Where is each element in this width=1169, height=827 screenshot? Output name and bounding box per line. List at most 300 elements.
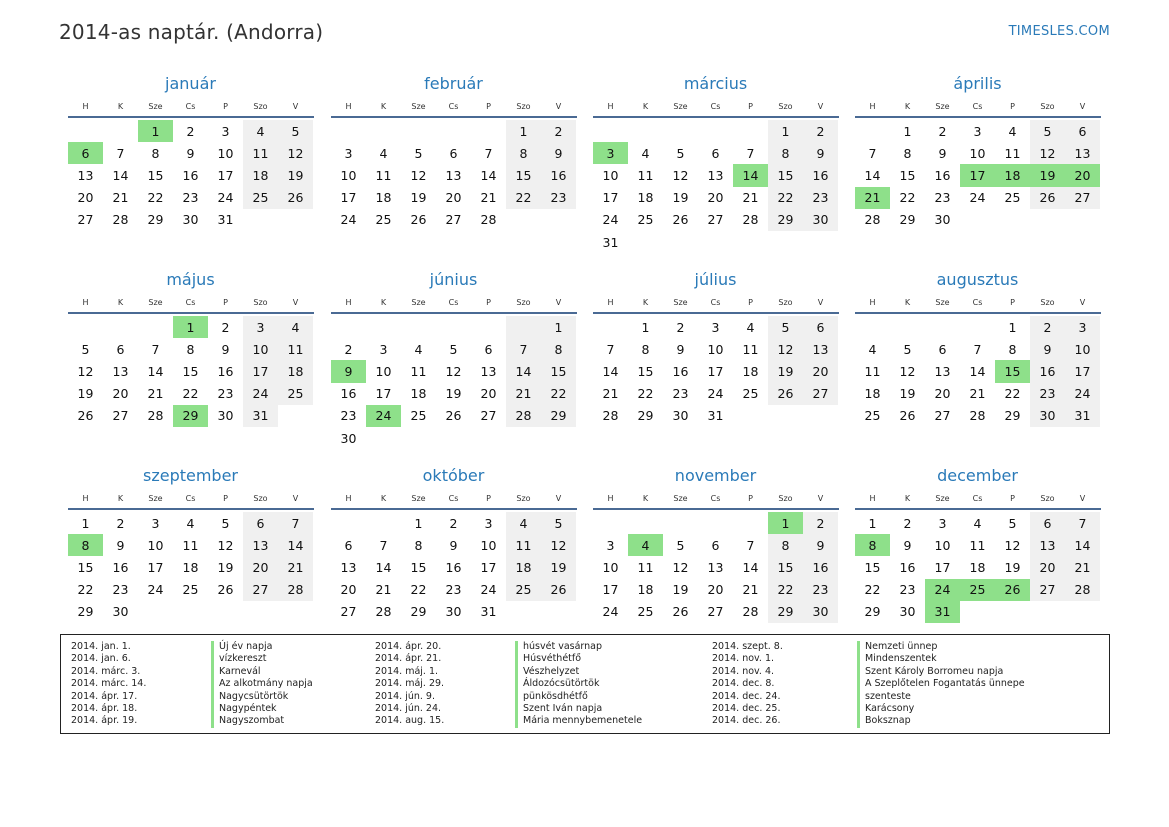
day-cell: 5 [768, 316, 803, 338]
month-8 [855, 270, 1101, 427]
day-cell: 23 [1030, 383, 1065, 405]
weekday-label: K [904, 493, 911, 503]
day-cell: 9 [1030, 338, 1065, 360]
day-cell: 28 [480, 212, 497, 228]
day-cell: 17 [934, 559, 951, 575]
day-cell: 14 [1065, 534, 1100, 556]
empty-cell [663, 120, 698, 142]
day-cell: 12 [672, 559, 689, 575]
day-cell: 12 [410, 167, 427, 183]
legend-names-col-2 [515, 641, 642, 728]
day-cell: 22 [768, 579, 803, 601]
day-cell: 4 [278, 316, 313, 338]
day-cell: 29 [541, 405, 576, 427]
weekday-label: K [642, 101, 649, 111]
weekday-label: Szo [778, 101, 793, 111]
legend-holiday-name: Mindenszentek [857, 653, 1025, 665]
day-cell: 9 [541, 142, 576, 164]
legend-holiday-name: Vészhelyzet [515, 666, 642, 678]
weekday-label: Szo [1040, 297, 1055, 307]
weekday-label: P [1010, 297, 1015, 307]
day-cell: 16 [340, 386, 357, 402]
day-cell: 11 [278, 338, 313, 360]
weekday-label: V [555, 493, 562, 503]
weekday-label: Szo [778, 493, 793, 503]
day-cell: 23 [340, 408, 357, 424]
day-cell: 26 [278, 187, 313, 209]
day-cell: 12 [899, 363, 916, 379]
legend-names-col-1 [211, 641, 313, 728]
day-cell: 14 [375, 559, 392, 575]
month-title: augusztus [936, 270, 1019, 289]
legend-date: 2014. ápr. 17. [71, 690, 138, 702]
day-cell: 20 [445, 190, 462, 206]
empty-cell [401, 316, 436, 338]
month-3 [593, 74, 839, 253]
empty-cell [471, 316, 506, 338]
day-cell: 7 [116, 145, 125, 161]
day-cell: 18 [182, 559, 199, 575]
month-11 [593, 466, 839, 623]
legend-holiday-name: Nagyszombat [211, 715, 313, 727]
legend-holiday-name: Boksznap [857, 715, 1025, 727]
day-cell: 20 [480, 386, 497, 402]
day-cell: 28 [742, 604, 759, 620]
empty-cell [593, 512, 628, 534]
day-cell: 1 [541, 316, 576, 338]
day-cell: 6 [449, 145, 458, 161]
day-cell: 27 [77, 212, 94, 228]
day-cell: 26 [445, 408, 462, 424]
day-cell: 15 [182, 363, 199, 379]
day-cell: 8 [186, 341, 195, 357]
day-cell: 18 [243, 164, 278, 186]
month-title: június [429, 270, 478, 289]
empty-cell [593, 120, 628, 142]
day-cell: 22 [147, 190, 164, 206]
day-cell: 8 [1008, 341, 1017, 357]
weekday-label: Szo [516, 101, 531, 111]
legend-holiday-name: Nagypéntek [211, 703, 313, 715]
day-cell: 10 [602, 559, 619, 575]
legend-holiday-name: Új év napja [211, 641, 313, 653]
weekday-label: V [1079, 101, 1086, 111]
day-cell: 27 [243, 579, 278, 601]
weekday-label: V [292, 493, 299, 503]
day-cell: 13 [803, 338, 838, 360]
day-cell: 21 [112, 190, 129, 206]
empty-cell [103, 120, 138, 142]
weekday-label: K [117, 493, 124, 503]
day-cell: 10 [243, 338, 278, 360]
day-cell: 29 [637, 408, 654, 424]
empty-cell [628, 512, 663, 534]
holiday-day-cell: 19 [1030, 164, 1065, 186]
day-cell: 9 [903, 537, 912, 553]
day-cell: 26 [217, 582, 234, 598]
weekday-label: K [904, 297, 911, 307]
day-cell: 26 [541, 579, 576, 601]
brand-link[interactable]: TIMESLES.COM [1008, 24, 1110, 39]
day-cell: 15 [147, 167, 164, 183]
day-cell: 16 [541, 164, 576, 186]
holiday-day-cell: 8 [855, 534, 890, 556]
legend-date: 2014. ápr. 20. [375, 641, 442, 652]
legend-holiday-name: Nemzeti ünnep [857, 641, 1025, 653]
day-cell: 1 [414, 515, 423, 531]
day-cell: 9 [676, 341, 685, 357]
day-cell: 26 [899, 408, 916, 424]
holiday-day-cell: 9 [331, 360, 366, 382]
legend-date: 2014. ápr. 18. [71, 703, 138, 715]
day-cell: 2 [186, 123, 195, 139]
empty-cell [506, 316, 541, 338]
legend-date: 2014. márc. 14. [71, 678, 147, 690]
day-cell: 30 [899, 604, 916, 620]
day-cell: 10 [480, 537, 497, 553]
day-cell: 23 [217, 386, 234, 402]
empty-cell [401, 120, 436, 142]
weekday-label: Sze [935, 493, 950, 503]
month-title: november [674, 466, 757, 485]
day-cell: 14 [864, 167, 881, 183]
day-cell: 23 [541, 187, 576, 209]
day-cell: 13 [1030, 534, 1065, 556]
day-grid [593, 316, 839, 427]
day-cell: 23 [112, 582, 129, 598]
day-cell: 25 [410, 408, 427, 424]
day-cell: 23 [803, 187, 838, 209]
holiday-day-cell: 1 [138, 120, 173, 142]
weekday-label: Sze [148, 297, 163, 307]
day-cell: 10 [340, 167, 357, 183]
day-cell: 24 [969, 190, 986, 206]
holiday-day-cell: 25 [960, 579, 995, 601]
weekday-label: H [607, 493, 614, 503]
day-grid [331, 316, 577, 449]
day-cell: 14 [506, 360, 541, 382]
day-cell: 24 [480, 582, 497, 598]
day-cell: 21 [147, 386, 164, 402]
day-cell: 8 [641, 341, 650, 357]
day-cell: 8 [903, 145, 912, 161]
day-cell: 19 [768, 360, 803, 382]
day-cell: 22 [182, 386, 199, 402]
day-cell: 20 [112, 386, 129, 402]
day-cell: 22 [899, 190, 916, 206]
day-cell: 21 [969, 386, 986, 402]
day-cell: 29 [147, 212, 164, 228]
day-cell: 25 [1004, 190, 1021, 206]
day-cell: 29 [768, 601, 803, 623]
day-cell: 30 [112, 604, 129, 620]
day-cell: 31 [480, 604, 497, 620]
day-cell: 7 [746, 145, 755, 161]
legend-holiday-name: A Szeplőtelen Fogantatás ünnepe [857, 678, 1025, 690]
legend-holiday-name: pünkösdhétfő [515, 691, 642, 703]
empty-cell [698, 120, 733, 142]
day-cell: 18 [864, 386, 881, 402]
day-cell: 29 [410, 604, 427, 620]
weekday-header [331, 96, 577, 118]
day-cell: 18 [375, 190, 392, 206]
day-cell: 26 [672, 604, 689, 620]
day-cell: 2 [541, 120, 576, 142]
day-cell: 6 [484, 341, 493, 357]
day-cell: 30 [445, 604, 462, 620]
month-title: december [937, 466, 1018, 485]
day-cell: 18 [410, 386, 427, 402]
day-cell: 23 [803, 579, 838, 601]
weekday-header [855, 292, 1101, 314]
day-cell: 19 [541, 556, 576, 578]
day-cell: 13 [445, 167, 462, 183]
weekday-label: V [1079, 493, 1086, 503]
day-cell: 1 [868, 515, 877, 531]
weekday-label: Sze [411, 297, 426, 307]
day-grid [593, 512, 839, 623]
day-cell: 26 [672, 212, 689, 228]
day-cell: 2 [449, 515, 458, 531]
day-cell: 9 [221, 341, 230, 357]
day-cell: 29 [899, 212, 916, 228]
day-cell: 24 [217, 190, 234, 206]
legend-date: 2014. jan. 6. [71, 653, 131, 665]
month-1 [68, 74, 314, 231]
weekday-label: P [748, 101, 753, 111]
empty-cell [68, 120, 103, 142]
day-cell: 16 [803, 164, 838, 186]
day-cell: 20 [243, 556, 278, 578]
weekday-label: V [1079, 297, 1086, 307]
weekday-label: V [555, 297, 562, 307]
month-title: október [422, 466, 485, 485]
day-cell: 3 [1065, 316, 1100, 338]
weekday-label: H [82, 101, 89, 111]
day-cell: 3 [344, 145, 353, 161]
day-cell: 24 [602, 212, 619, 228]
day-cell: 12 [768, 338, 803, 360]
weekday-label: H [869, 101, 876, 111]
day-cell: 25 [182, 582, 199, 598]
day-cell: 25 [375, 212, 392, 228]
day-cell: 4 [868, 341, 877, 357]
day-cell: 21 [375, 582, 392, 598]
day-cell: 22 [541, 383, 576, 405]
day-cell: 19 [672, 190, 689, 206]
weekday-label: H [869, 297, 876, 307]
weekday-label: Szo [516, 493, 531, 503]
legend-date: 2014. márc. 3. [71, 665, 141, 677]
weekday-label: P [748, 297, 753, 307]
day-cell: 15 [637, 363, 654, 379]
day-cell: 16 [112, 559, 129, 575]
empty-cell [366, 120, 401, 142]
legend-holiday-name: vízkereszt [211, 653, 313, 665]
weekday-label: H [607, 297, 614, 307]
weekday-label: Sze [411, 101, 426, 111]
weekday-header [68, 292, 314, 314]
day-cell: 12 [672, 167, 689, 183]
day-cell: 19 [445, 386, 462, 402]
day-cell: 30 [340, 430, 357, 446]
month-4 [855, 74, 1101, 231]
day-cell: 11 [969, 537, 986, 553]
weekday-header [331, 292, 577, 314]
day-cell: 27 [1065, 187, 1100, 209]
day-cell: 27 [445, 212, 462, 228]
weekday-label: Cs [185, 493, 196, 503]
legend-date: 2014. máj. 1. [375, 665, 439, 677]
day-cell: 26 [768, 383, 803, 405]
day-cell: 31 [602, 234, 619, 250]
day-cell: 20 [803, 360, 838, 382]
day-cell: 6 [711, 537, 720, 553]
day-grid [855, 316, 1101, 427]
day-cell: 11 [1004, 145, 1021, 161]
weekday-label: Szo [253, 101, 268, 111]
holiday-day-cell: 24 [366, 405, 401, 427]
day-cell: 19 [410, 190, 427, 206]
day-cell: 13 [77, 167, 94, 183]
weekday-label: V [555, 101, 562, 111]
weekday-label: K [642, 297, 649, 307]
day-cell: 8 [768, 142, 803, 164]
day-cell: 7 [606, 341, 615, 357]
legend-holiday-name: Húsvéthétfő [515, 653, 642, 665]
day-cell: 7 [868, 145, 877, 161]
weekday-label: Cs [972, 493, 983, 503]
weekday-label: H [345, 493, 352, 503]
day-cell: 23 [672, 386, 689, 402]
day-cell: 10 [1065, 338, 1100, 360]
day-cell: 23 [445, 582, 462, 598]
empty-cell [855, 316, 890, 338]
legend-date: 2014. aug. 15. [375, 715, 445, 727]
weekday-label: P [1010, 101, 1015, 111]
day-cell: 19 [217, 559, 234, 575]
day-cell: 17 [217, 167, 234, 183]
day-cell: 5 [676, 537, 685, 553]
weekday-label: Cs [448, 101, 459, 111]
day-cell: 26 [77, 408, 94, 424]
day-cell: 12 [1004, 537, 1021, 553]
legend-date: 2014. dec. 26. [712, 715, 781, 727]
day-cell: 5 [1008, 515, 1017, 531]
legend-dates-col-1 [71, 641, 146, 728]
day-cell: 30 [217, 408, 234, 424]
day-cell: 17 [147, 559, 164, 575]
holiday-day-cell: 1 [173, 316, 208, 338]
holiday-day-cell: 26 [995, 579, 1030, 601]
legend-holiday-name: Karnevál [211, 666, 313, 678]
day-cell: 11 [243, 142, 278, 164]
day-cell: 11 [742, 341, 759, 357]
weekday-header [855, 96, 1101, 118]
weekday-label: Szo [778, 297, 793, 307]
month-title: május [166, 270, 215, 289]
day-cell: 15 [506, 164, 541, 186]
weekday-header [68, 488, 314, 510]
day-cell: 3 [711, 319, 720, 335]
day-cell: 13 [1065, 142, 1100, 164]
weekday-label: P [223, 101, 228, 111]
day-cell: 5 [541, 512, 576, 534]
empty-cell [733, 512, 768, 534]
legend-date: 2014. jún. 24. [375, 703, 442, 715]
day-cell: 2 [938, 123, 947, 139]
weekday-label: Cs [185, 101, 196, 111]
day-cell: 19 [1004, 559, 1021, 575]
holiday-day-cell: 21 [855, 187, 890, 209]
day-cell: 25 [278, 383, 313, 405]
day-cell: 17 [1065, 360, 1100, 382]
day-cell: 9 [938, 145, 947, 161]
weekday-label: V [817, 101, 824, 111]
day-cell: 9 [449, 537, 458, 553]
day-cell: 21 [1065, 556, 1100, 578]
day-cell: 28 [147, 408, 164, 424]
weekday-label: P [486, 101, 491, 111]
legend-date: 2014. nov. 4. [712, 665, 775, 677]
day-cell: 29 [77, 604, 94, 620]
day-cell: 28 [1065, 579, 1100, 601]
day-cell: 19 [278, 164, 313, 186]
weekday-header [855, 488, 1101, 510]
day-cell: 4 [1008, 123, 1017, 139]
day-cell: 9 [803, 534, 838, 556]
day-cell: 18 [278, 360, 313, 382]
legend-holiday-name: húsvét vasárnap [515, 641, 642, 653]
day-cell: 30 [1030, 405, 1065, 427]
day-cell: 12 [77, 363, 94, 379]
day-cell: 20 [77, 190, 94, 206]
legend-date: 2014. ápr. 19. [71, 715, 138, 727]
empty-cell [436, 120, 471, 142]
day-cell: 2 [803, 512, 838, 534]
weekday-label: K [380, 493, 387, 503]
weekday-header [593, 96, 839, 118]
day-cell: 2 [344, 341, 353, 357]
day-cell: 20 [707, 582, 724, 598]
day-cell: 11 [864, 363, 881, 379]
day-cell: 14 [602, 363, 619, 379]
legend-date: 2014. dec. 8. [712, 678, 775, 690]
day-cell: 9 [116, 537, 125, 553]
empty-cell [331, 316, 366, 338]
holiday-day-cell: 4 [628, 534, 663, 556]
day-cell: 13 [934, 363, 951, 379]
day-cell: 6 [803, 316, 838, 338]
month-9 [68, 466, 314, 623]
day-cell: 12 [445, 363, 462, 379]
empty-cell [890, 316, 925, 338]
weekday-label: K [380, 101, 387, 111]
day-cell: 20 [340, 582, 357, 598]
weekday-label: Cs [448, 493, 459, 503]
day-cell: 28 [506, 405, 541, 427]
weekday-label: H [345, 101, 352, 111]
day-cell: 25 [506, 579, 541, 601]
day-cell: 22 [637, 386, 654, 402]
weekday-label: Cs [972, 297, 983, 307]
day-cell: 10 [707, 341, 724, 357]
weekday-label: Cs [710, 297, 721, 307]
day-grid [68, 316, 314, 427]
day-cell: 25 [742, 386, 759, 402]
day-cell: 15 [768, 556, 803, 578]
day-cell: 1 [641, 319, 650, 335]
